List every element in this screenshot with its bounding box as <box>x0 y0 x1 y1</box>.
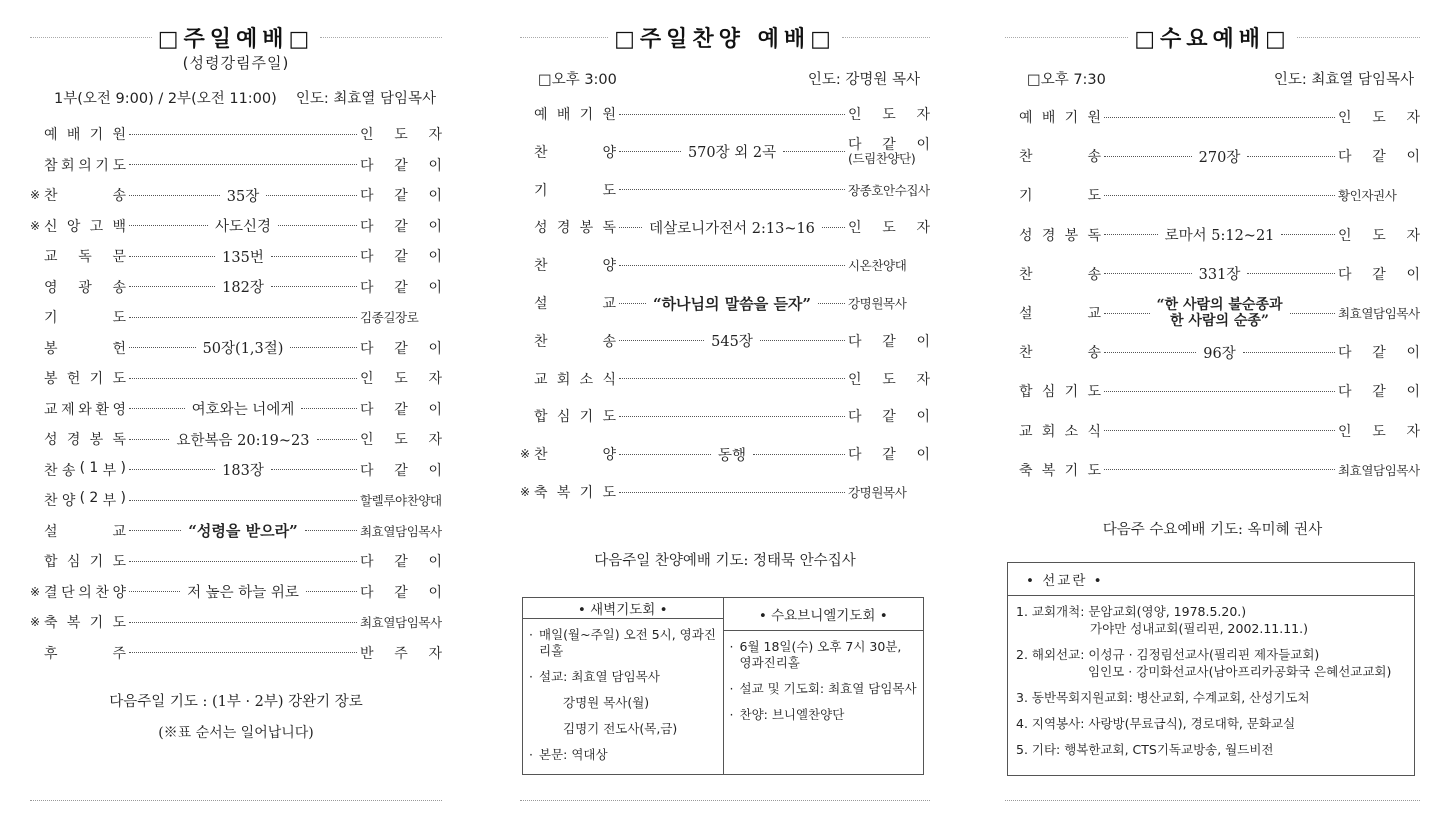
order-row <box>30 272 442 302</box>
order-label: 축 복 기 도 <box>1019 462 1101 479</box>
mission-item <box>1016 646 1406 680</box>
order-label: 참 회 의 기 도 <box>44 157 126 174</box>
dot-leader <box>1104 224 1335 245</box>
meeting-item <box>529 627 717 659</box>
order-content-line: “한 사람의 불순종과 <box>1156 297 1283 313</box>
order-label: 찬 송 ( 1 부 ) <box>44 459 126 479</box>
order-leader: 다 같 이 <box>360 340 442 357</box>
meeting-item <box>529 695 717 711</box>
order-content: “성령을 받으라” <box>188 522 298 540</box>
order-row <box>520 439 930 469</box>
praise-worship-header <box>520 22 930 53</box>
order-row <box>520 288 930 318</box>
order-label: 교 독 문 <box>44 249 126 265</box>
dot-leader <box>129 317 357 318</box>
stand-mark: ※ <box>30 188 41 202</box>
order-row <box>30 485 442 515</box>
dawn-meeting-body <box>523 619 723 781</box>
order-label: 후 주 <box>44 645 126 662</box>
order-label: 찬 양 <box>534 144 616 161</box>
dot-leader <box>619 293 845 314</box>
dot-leader <box>619 330 845 351</box>
mission-item-line: 1. 교회개척: 문암교회(영양, 1978.5.20.) <box>1016 604 1247 619</box>
meeting-item <box>730 639 918 671</box>
meeting-item <box>529 669 717 685</box>
order-row <box>1005 259 1420 289</box>
dot-leader <box>619 416 845 417</box>
sunday-worship-info <box>54 87 436 108</box>
order-label: 교 제 와 환 영 <box>44 401 126 418</box>
dot-leader <box>1104 342 1335 363</box>
dot-leader <box>129 622 357 623</box>
order-row <box>30 638 442 668</box>
mission-box <box>1007 562 1415 776</box>
order-row <box>30 211 442 241</box>
prayer-meeting-table <box>522 597 924 775</box>
order-row <box>30 394 442 424</box>
order-row <box>30 119 442 149</box>
dot-leader <box>1104 195 1335 196</box>
order-label: 봉 헌 <box>44 340 126 357</box>
order-label: 설 교 <box>534 296 616 312</box>
mission-item-line: 2. 해외선교: 이성규 · 김정림선교사(필리핀 제자들교회) <box>1016 647 1320 662</box>
order-leader: 할렐루야찬양대 <box>360 493 442 508</box>
order-content: 331장 <box>1198 267 1241 284</box>
order-leader: 다 같 이 <box>360 218 442 235</box>
dot-leader <box>129 561 357 562</box>
order-leader: 인 도 자 <box>360 371 442 387</box>
order-content: 35장 <box>226 188 260 205</box>
order-label: 찬 송 <box>1019 345 1101 362</box>
order-row <box>1005 337 1420 367</box>
meeting-item <box>730 681 918 697</box>
meeting-item-text: 설교 및 기도회: 최효열 담임목사 <box>739 681 917 696</box>
order-label: 예 배 기 원 <box>1019 110 1101 126</box>
meeting-item-text: 설교: 최효열 담임목사 <box>539 669 660 684</box>
order-label: 합 심 기 도 <box>534 409 616 426</box>
order-row <box>520 137 930 167</box>
meeting-item <box>529 721 717 737</box>
meeting-item <box>529 747 717 763</box>
order-leader: 장종호안수집사 <box>848 182 930 198</box>
order-content: 데살로니가전서 2:13~16 <box>649 220 815 237</box>
order-content-line: 한 사람의 순종” <box>1170 313 1269 329</box>
order-label: 기 도 <box>534 182 616 199</box>
dot-leader <box>129 246 357 267</box>
order-row <box>30 546 442 576</box>
wednesday-worship-header <box>1005 22 1420 53</box>
order-leader: 최효열담임목사 <box>360 523 442 539</box>
stand-mark: ※ <box>520 447 531 462</box>
bullet: · <box>529 627 533 642</box>
order-row <box>1005 376 1420 406</box>
stand-mark: ※ <box>520 485 531 499</box>
sunday-worship-title: □주일예배□ <box>157 27 315 52</box>
order-leader: 다 같 이 <box>360 584 442 601</box>
dot-leader <box>1104 469 1335 470</box>
praise-worship-info <box>538 68 920 89</box>
dot-leader <box>1104 117 1335 118</box>
order-leader: 다 같 이 <box>360 554 442 570</box>
order-label: 합 심 기 도 <box>44 554 126 570</box>
dot-leader <box>1104 146 1335 167</box>
order-leader: 다 같 이 <box>1338 149 1420 166</box>
order-content <box>1150 297 1290 329</box>
order-label: 교 회 소 식 <box>1019 423 1101 440</box>
order-row <box>30 302 442 332</box>
mission-item <box>1016 603 1406 637</box>
order-leader: 인 도 자 <box>1338 227 1420 244</box>
order-row <box>30 516 442 546</box>
order-row <box>520 250 930 280</box>
dot-leader <box>619 141 845 162</box>
meeting-item-text: 본문: 역대상 <box>539 747 608 762</box>
order-content: 135번 <box>222 249 264 266</box>
stand-mark: ※ <box>30 218 41 233</box>
order-row <box>1005 416 1420 446</box>
order-row <box>30 607 442 637</box>
dawn-meeting-title: • 새벽기도회 • <box>523 598 723 619</box>
order-leader: 인 도 자 <box>848 220 930 237</box>
order-label: 영 광 송 <box>44 279 126 296</box>
order-content: 동행 <box>718 447 747 464</box>
order-content: 50장(1,3절) <box>202 341 284 357</box>
sunday-worship-subtitle: (성령강림주일) <box>182 54 290 72</box>
order-row <box>520 401 930 431</box>
wednesday-worship-info <box>1027 68 1414 89</box>
order-label: 기 도 <box>1019 188 1101 205</box>
order-leader: 황인자권사 <box>1338 188 1397 204</box>
bniel-meeting <box>723 598 924 774</box>
order-label: 예 배 기 원 <box>534 107 616 123</box>
order-leader: 다 같 이 <box>1338 266 1420 283</box>
dot-leader <box>619 378 845 379</box>
order-leader: 인 도 자 <box>360 432 442 448</box>
dot-leader <box>619 265 845 266</box>
dot-leader <box>1104 297 1335 329</box>
order-leader: 다 같 이 <box>848 333 930 350</box>
meeting-item-text: 김명기 전도사(목,금) <box>563 721 678 736</box>
dot-leader <box>129 429 357 450</box>
order-label: 기 도 <box>44 310 126 326</box>
wednesday-worship-title: □수요예배□ <box>1134 27 1291 52</box>
order-leader: 인 도 자 <box>848 107 930 123</box>
dot-leader <box>619 189 845 190</box>
order-content: 여호와는 너에게 <box>191 402 295 418</box>
order-leader: 인 도 자 <box>1338 110 1420 126</box>
order-row <box>1005 180 1420 210</box>
order-leader-line: 다 같 이 <box>848 136 930 153</box>
order-label: 축 복 기 도 <box>534 485 616 501</box>
order-row <box>520 212 930 242</box>
order-label: 설 교 <box>44 523 126 540</box>
mission-item-line: 가야만 성내교회(필리핀, 2002.11.11.) <box>1090 621 1308 636</box>
order-content: “하나님의 말씀을 듣자” <box>652 294 812 313</box>
order-leader: 최효열담임목사 <box>1338 462 1420 478</box>
order-label: 찬 송 <box>44 188 126 204</box>
order-leader: 반 주 자 <box>360 645 442 662</box>
mission-item <box>1016 689 1406 706</box>
order-label: 봉 헌 기 도 <box>44 371 126 387</box>
dot-leader <box>1104 391 1335 392</box>
praise-worship-officiant: 인도: 강명원 목사 <box>807 72 920 88</box>
wednesday-next-prayer: 다음주 수요예배 기도: 옥미혜 권사 <box>1102 522 1323 538</box>
order-row <box>1005 102 1420 132</box>
order-row <box>1005 455 1420 485</box>
order-content: 183장 <box>222 463 264 479</box>
dot-leader <box>129 337 357 358</box>
order-leader <box>848 138 930 166</box>
order-row <box>520 326 930 356</box>
mission-item-line: 임인모 · 강미화선교사(남아프리카공화국 은혜선교교회) <box>1088 664 1392 679</box>
order-leader: 다 같 이 <box>360 462 442 479</box>
order-leader: 김종길장로 <box>360 310 419 325</box>
praise-worship-time: □오후 3:00 <box>538 72 617 88</box>
order-content: 요한복음 20:19~23 <box>176 432 310 449</box>
bullet: · <box>729 681 734 696</box>
order-label: 성 경 봉 독 <box>1019 227 1101 244</box>
order-label: 축 복 기 도 <box>44 615 126 631</box>
order-leader-sub: (드림찬양단) <box>848 150 916 166</box>
dot-leader <box>129 164 357 165</box>
order-row <box>520 477 930 507</box>
order-label: 성 경 봉 독 <box>44 432 126 448</box>
order-leader: 인 도 자 <box>848 371 930 388</box>
order-label: 찬 양 <box>534 258 616 275</box>
dot-leader <box>129 378 357 379</box>
sunday-worship-times: 1부(오전 9:00) / 2부(오전 11:00) <box>54 91 277 107</box>
order-row <box>30 180 442 210</box>
order-content: 545장 <box>711 334 753 351</box>
order-row <box>520 99 930 129</box>
bniel-meeting-body <box>724 631 924 741</box>
bottom-divider <box>1005 800 1420 801</box>
order-leader: 강명원목사 <box>848 485 907 500</box>
order-row <box>1005 298 1420 328</box>
meeting-item-text: 매일(월~주일) 오전 5시, 영과진리홀 <box>539 627 716 658</box>
order-row <box>30 150 442 180</box>
order-label: 예 배 기 원 <box>44 127 126 143</box>
order-leader: 다 같 이 <box>1338 384 1420 401</box>
dawn-meeting <box>523 598 723 774</box>
order-leader: 다 같 이 <box>360 188 442 204</box>
order-row <box>30 363 442 393</box>
stand-mark: ※ <box>30 584 41 599</box>
sunday-worship-officiant: 인도: 최효열 담임목사 <box>295 91 436 107</box>
mission-item-line: 5. 기타: 행복한교회, CTS기독교방송, 월드비전 <box>1016 742 1274 757</box>
mission-item <box>1016 741 1406 758</box>
order-row <box>1005 220 1420 250</box>
order-row <box>30 241 442 271</box>
order-content: 182장 <box>222 280 264 296</box>
mission-title: • 선교란 • <box>1008 563 1414 596</box>
order-row <box>1005 141 1420 171</box>
order-content: 저 높은 하늘 위로 <box>187 585 299 601</box>
stand-mark: ※ <box>30 615 41 629</box>
order-leader: 인 도 자 <box>360 127 442 143</box>
meeting-item-text: 6월 18일(수) 오후 7시 30분, 영과진리홀 <box>739 639 902 670</box>
dot-leader <box>129 500 357 501</box>
order-label: 찬 양 <box>534 447 616 464</box>
meeting-item <box>730 707 918 723</box>
order-leader: 인 도 자 <box>1338 423 1420 440</box>
dot-leader <box>129 398 357 419</box>
dot-leader <box>129 185 357 206</box>
order-leader: 최효열담임목사 <box>1338 306 1420 321</box>
dot-leader <box>129 134 357 135</box>
wednesday-worship-time: □오후 7:30 <box>1027 72 1106 88</box>
dot-leader <box>619 217 845 238</box>
dot-leader <box>129 459 357 480</box>
dot-leader <box>619 492 845 493</box>
dot-leader <box>619 444 845 465</box>
dot-leader <box>129 215 357 236</box>
dot-leader <box>1104 430 1335 431</box>
order-row <box>30 577 442 607</box>
order-leader: 다 같 이 <box>848 409 930 426</box>
order-content: 사도신경 <box>214 219 272 235</box>
order-label: 교 회 소 식 <box>534 371 616 388</box>
bullet: · <box>529 669 533 684</box>
praise-worship-title: □주일찬양 예배□ <box>614 27 836 52</box>
order-content: 96장 <box>1203 345 1236 362</box>
mission-item-line: 3. 동반목회지원교회: 병산교회, 수계교회, 산성기도처 <box>1016 690 1310 705</box>
wednesday-worship-officiant: 인도: 최효열 담임목사 <box>1273 72 1414 88</box>
mission-list <box>1008 596 1414 774</box>
sunday-footnote: (※표 순서는 일어납니다) <box>158 725 314 741</box>
meeting-item-text: 강명원 목사(월) <box>563 695 650 710</box>
bottom-divider <box>520 800 930 801</box>
order-leader: 다 같 이 <box>360 157 442 174</box>
bullet: · <box>729 707 734 722</box>
order-label: 결 단 의 찬 양 <box>44 584 126 601</box>
dot-leader <box>619 114 845 115</box>
dot-leader <box>129 276 357 297</box>
bullet: · <box>729 639 734 654</box>
mission-item-line: 4. 지역봉사: 사랑방(무료급식), 경로대학, 문화교실 <box>1016 716 1296 731</box>
bniel-meeting-title: • 수요브니엘기도회 • <box>724 598 924 631</box>
order-leader: 강명원목사 <box>848 296 907 311</box>
praise-next-prayer: 다음주일 찬양예배 기도: 정태묵 안수집사 <box>594 553 856 569</box>
order-leader: 다 같 이 <box>360 249 442 265</box>
order-leader: 다 같 이 <box>1338 345 1420 362</box>
order-label: 설 교 <box>1019 306 1101 322</box>
order-row <box>520 364 930 394</box>
dot-leader <box>129 520 357 541</box>
mission-item <box>1016 715 1406 732</box>
order-label: 성 경 봉 독 <box>534 220 616 237</box>
dot-leader <box>1104 263 1335 284</box>
order-label: 찬 송 <box>534 333 616 350</box>
sunday-worship-header <box>30 22 442 53</box>
order-row <box>520 175 930 205</box>
order-leader: 최효열담임목사 <box>360 615 442 630</box>
meeting-item-text: 찬양: 브니엘찬양단 <box>739 707 845 722</box>
order-content: 로마서 5:12~21 <box>1164 228 1275 245</box>
order-label: 찬 양 ( 2 부 ) <box>44 490 126 509</box>
order-content: 570장 외 2곡 <box>687 145 777 162</box>
order-content: 270장 <box>1198 149 1241 166</box>
order-row <box>30 333 442 363</box>
dot-leader <box>129 652 357 653</box>
order-label: 찬 송 <box>1019 266 1101 283</box>
order-label: 합 심 기 도 <box>1019 384 1101 401</box>
order-leader: 시온찬양대 <box>848 258 907 274</box>
sunday-next-prayer: 다음주일 기도 : (1부 · 2부) 강완기 장로 <box>109 694 363 710</box>
bottom-divider <box>30 800 442 801</box>
order-label: 찬 송 <box>1019 149 1101 166</box>
order-label: 신 앙 고 백 <box>44 218 126 235</box>
order-leader: 다 같 이 <box>360 401 442 418</box>
order-leader: 다 같 이 <box>360 279 442 296</box>
order-row <box>30 424 442 454</box>
bullet: · <box>529 747 533 762</box>
dot-leader <box>129 581 357 602</box>
order-row <box>30 455 442 485</box>
order-leader: 다 같 이 <box>848 447 930 464</box>
